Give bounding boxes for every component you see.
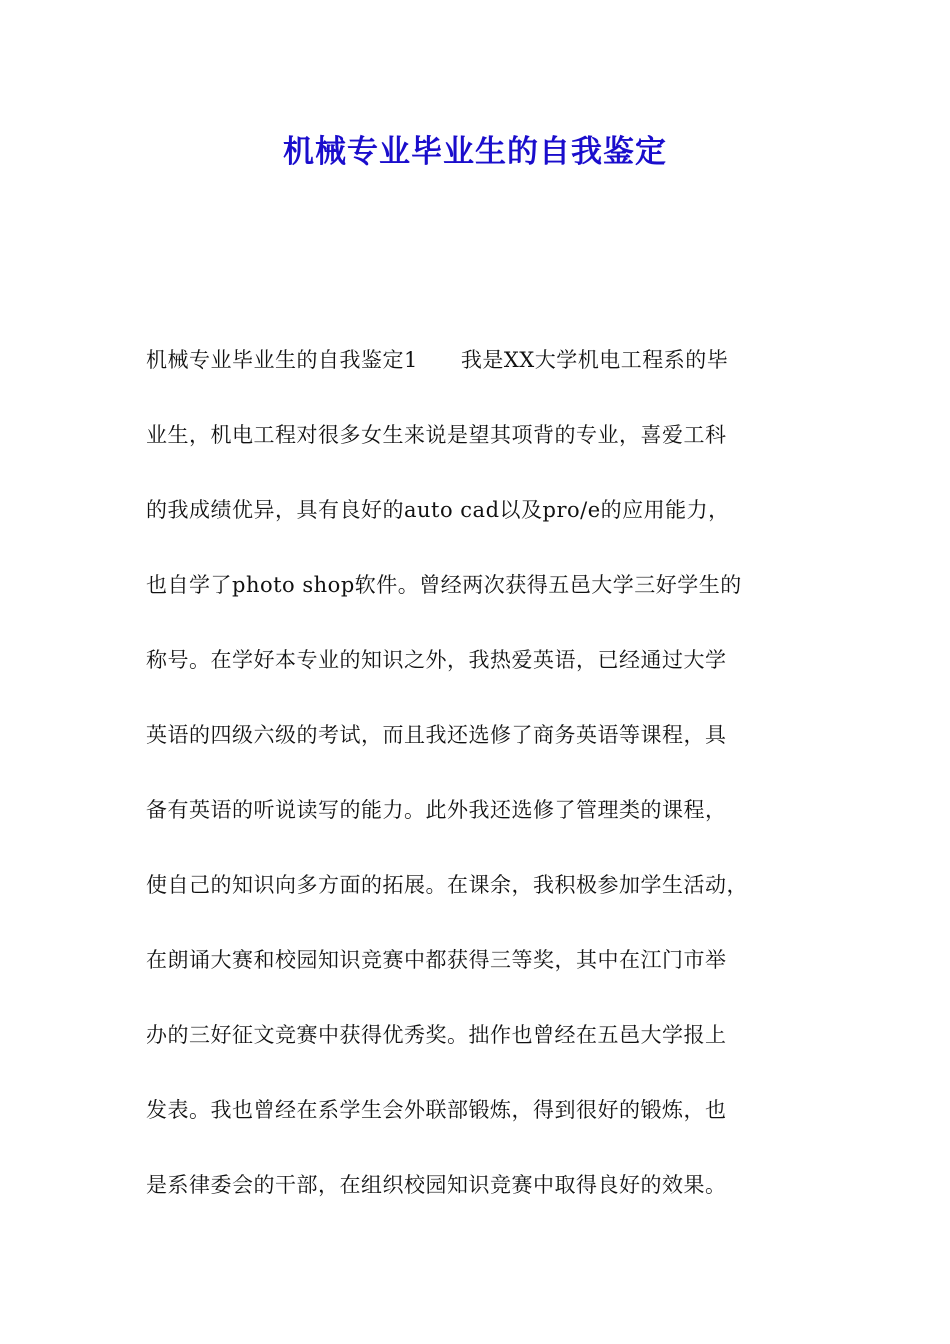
body-line: 也自学了photo shop软件。曾经两次获得五邑大学三好学生的	[146, 573, 742, 597]
body-line: 业生，机电工程对很多女生来说是望其项背的专业，喜爱工科	[146, 423, 727, 447]
body-line: 的我成绩优异，具有良好的auto cad以及pro/e的应用能力，	[146, 498, 730, 522]
body-line: 使自己的知识向多方面的拓展。在课余，我积极参加学生活动，	[146, 873, 748, 897]
body-line: 英语的四级六级的考试，而且我还选修了商务英语等课程，具	[146, 723, 727, 747]
body-line: 备有英语的听说读写的能力。此外我还选修了管理类的课程，	[146, 798, 727, 822]
body-line: 机械专业毕业生的自我鉴定1 我是XX大学机电工程系的毕	[146, 348, 729, 372]
body-line: 在朗诵大赛和校园知识竞赛中都获得三等奖，其中在江门市举	[146, 948, 727, 972]
document-body	[146, 340, 836, 1240]
body-line: 办的三好征文竞赛中获得优秀奖。拙作也曾经在五邑大学报上	[146, 1023, 727, 1047]
body-line: 称号。在学好本专业的知识之外，我热爱英语，已经通过大学	[146, 648, 727, 672]
body-line: 是系律委会的干部，在组织校园知识竞赛中取得良好的效果。	[146, 1173, 727, 1197]
document-title: 机械专业毕业生的自我鉴定	[283, 134, 667, 170]
body-line: 发表。我也曾经在系学生会外联部锻炼，得到很好的锻炼，也	[146, 1098, 727, 1122]
